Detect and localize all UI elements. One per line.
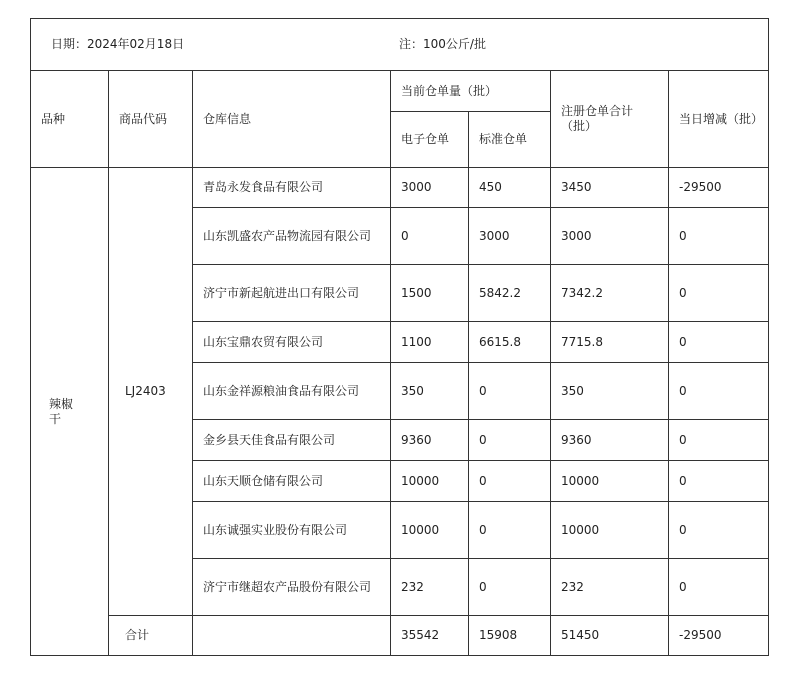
daily-change-cell: 0: [669, 461, 769, 502]
column-header-row-1: [31, 71, 769, 112]
electronic-receipt-cell: 1100: [391, 322, 469, 363]
electronic-receipt-cell: 9360: [391, 420, 469, 461]
daily-change-cell: 0: [669, 322, 769, 363]
variety-cell: 辣椒干: [31, 168, 109, 656]
warehouse-name-cell: 金乡县天佳食品有限公司: [193, 420, 391, 461]
warehouse-name-cell: 山东天顺仓储有限公司: [193, 461, 391, 502]
summary-row: [31, 616, 769, 656]
electronic-receipt-cell: 10000: [391, 461, 469, 502]
summary-total: 51450: [551, 616, 669, 656]
registered-total-cell: 350: [551, 363, 669, 420]
standard-receipt-cell: 6615.8: [469, 322, 551, 363]
standard-receipt-cell: 5842.2: [469, 265, 551, 322]
col-header-standard: 标准仓单: [469, 112, 551, 168]
daily-change-cell: 0: [669, 363, 769, 420]
col-header-registered-total: 注册仓单合计（批）: [551, 71, 669, 168]
daily-change-cell: 0: [669, 502, 769, 559]
electronic-receipt-cell: 3000: [391, 168, 469, 208]
date-label: 日期：2024年02月18日: [51, 37, 185, 51]
standard-receipt-cell: 0: [469, 420, 551, 461]
registered-total-cell: 9360: [551, 420, 669, 461]
registered-total-cell: 10000: [551, 461, 669, 502]
electronic-receipt-cell: 10000: [391, 502, 469, 559]
col-header-daily-change: 当日增减（批）: [669, 71, 769, 168]
electronic-receipt-cell: 1500: [391, 265, 469, 322]
col-header-current: 当前仓单量（批）: [391, 71, 551, 112]
daily-change-cell: 0: [669, 265, 769, 322]
summary-warehouse-cell: [193, 616, 391, 656]
header-info-cell: [31, 19, 769, 71]
daily-change-cell: 0: [669, 420, 769, 461]
product-code-cell: LJ2403: [109, 168, 193, 616]
warehouse-name-cell: 山东诚强实业股份有限公司: [193, 502, 391, 559]
warehouse-name-cell: 山东金祥源粮油食品有限公司: [193, 363, 391, 420]
header-info-row: [31, 19, 769, 71]
summary-change: -29500: [669, 616, 769, 656]
table-row: [31, 168, 769, 208]
daily-change-cell: -29500: [669, 168, 769, 208]
standard-receipt-cell: 0: [469, 502, 551, 559]
registered-total-cell: 7342.2: [551, 265, 669, 322]
electronic-receipt-cell: 232: [391, 559, 469, 616]
standard-receipt-cell: 0: [469, 559, 551, 616]
warehouse-name-cell: 山东凯盛农产品物流园有限公司: [193, 208, 391, 265]
col-header-electronic: 电子仓单: [391, 112, 469, 168]
registered-total-cell: 10000: [551, 502, 669, 559]
registered-total-cell: 7715.8: [551, 322, 669, 363]
standard-receipt-cell: 0: [469, 363, 551, 420]
col-header-variety: 品种: [31, 71, 109, 168]
summary-label: 合计: [109, 616, 193, 656]
registered-total-cell: 232: [551, 559, 669, 616]
summary-standard: 15908: [469, 616, 551, 656]
summary-electronic: 35542: [391, 616, 469, 656]
warehouse-name-cell: 山东宝鼎农贸有限公司: [193, 322, 391, 363]
warehouse-name-cell: 济宁市新起航进出口有限公司: [193, 265, 391, 322]
daily-change-cell: 0: [669, 559, 769, 616]
col-header-warehouse: 仓库信息: [193, 71, 391, 168]
warehouse-name-cell: 青岛永发食品有限公司: [193, 168, 391, 208]
electronic-receipt-cell: 350: [391, 363, 469, 420]
standard-receipt-cell: 450: [469, 168, 551, 208]
warehouse-name-cell: 济宁市继超农产品股份有限公司: [193, 559, 391, 616]
unit-note: 注：100公斤/批: [399, 37, 486, 51]
col-header-code: 商品代码: [109, 71, 193, 168]
daily-change-cell: 0: [669, 208, 769, 265]
registered-total-cell: 3450: [551, 168, 669, 208]
electronic-receipt-cell: 0: [391, 208, 469, 265]
standard-receipt-cell: 3000: [469, 208, 551, 265]
registered-total-cell: 3000: [551, 208, 669, 265]
warehouse-receipt-table: [30, 18, 769, 656]
standard-receipt-cell: 0: [469, 461, 551, 502]
warehouse-receipt-sheet: [30, 18, 768, 656]
